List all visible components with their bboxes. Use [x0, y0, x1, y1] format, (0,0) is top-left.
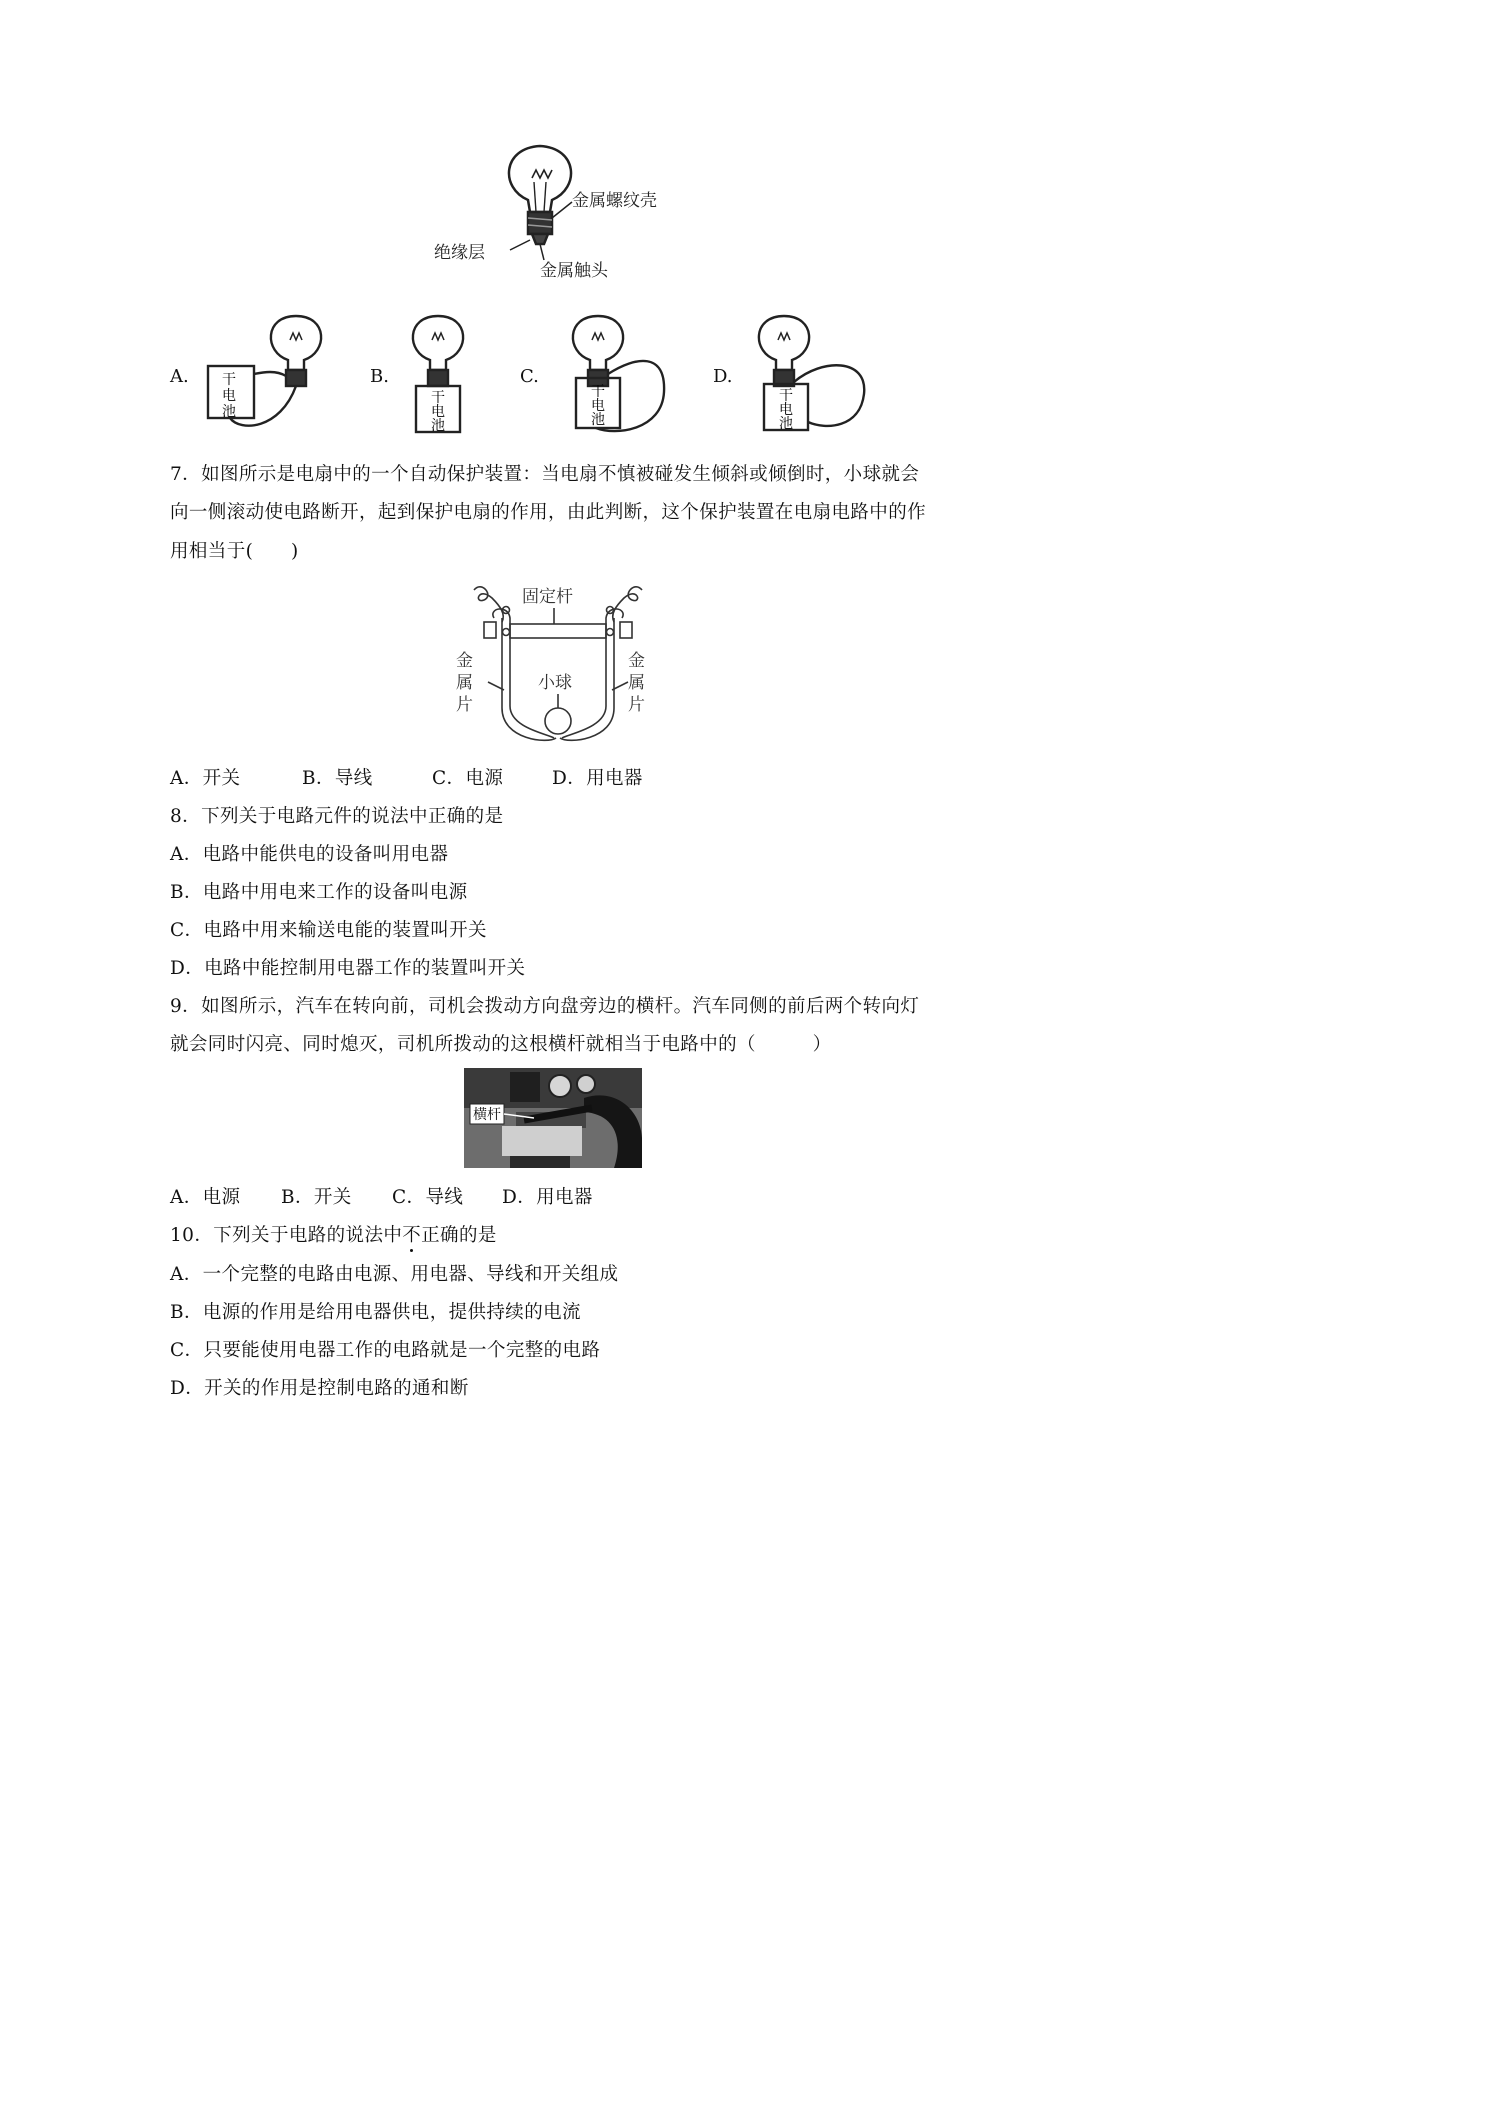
q10-stem-after: 正确的是	[421, 1225, 497, 1246]
q9-option-d[interactable]: D．用电器	[502, 1187, 593, 1208]
label-metal-left-2: 属	[456, 673, 473, 693]
q9-line-1: 9．如图所示，汽车在转向前，司机会拨动方向盘旁边的横杆。汽车同侧的前后两个转向灯	[170, 996, 920, 1017]
q6-option-a-figure	[200, 312, 350, 438]
fan-protection-device-figure	[448, 578, 668, 748]
q10-option-a[interactable]: A．一个完整的电路由电源、用电器、导线和开关组成	[170, 1264, 619, 1285]
q9-option-b[interactable]: B．开关	[281, 1187, 352, 1208]
q6-option-b-label[interactable]: B.	[370, 366, 389, 387]
label-lever: 横杆	[473, 1107, 501, 1123]
label-metal-left-3: 片	[456, 695, 473, 715]
q7-option-c[interactable]: C．电源	[432, 768, 504, 789]
battery-char-2: 电	[431, 404, 445, 420]
q7-option-b[interactable]: B．导线	[302, 768, 373, 789]
battery-char-2: 电	[779, 402, 793, 418]
battery-char-3: 池	[222, 404, 236, 420]
q10-option-c[interactable]: C．只要能使用电器工作的电路就是一个完整的电路	[170, 1340, 601, 1361]
q7-option-d[interactable]: D．用电器	[552, 768, 643, 789]
q9-option-c[interactable]: C．导线	[392, 1187, 464, 1208]
q6-option-b-figure	[398, 312, 478, 438]
label-fixed-rod: 固定杆	[522, 587, 573, 607]
label-metal-left-1: 金	[456, 651, 473, 671]
q10-stem	[170, 1221, 497, 1247]
q8-option-b[interactable]: B．电路中用电来工作的设备叫电源	[170, 882, 468, 903]
q6-option-d-label[interactable]: D.	[713, 366, 733, 387]
label-metal-shell: 金属螺纹壳	[572, 191, 657, 211]
label-metal-right-3: 片	[628, 695, 645, 715]
q7-line-2: 向一侧滚动使电路断开，起到保护电扇的作用，由此判断，这个保护装置在电扇电路中的作	[170, 502, 927, 523]
q7-line-3: 用相当于( )	[170, 541, 299, 562]
q10-option-b[interactable]: B．电源的作用是给用电器供电，提供持续的电流	[170, 1302, 581, 1323]
q6-option-c-figure	[556, 312, 676, 442]
q9-line-2: 就会同时闪亮、同时熄灭，司机所拨动的这根横杆就相当于电路中的（ ）	[170, 1034, 832, 1055]
q8-stem: 8．下列关于电路元件的说法中正确的是	[170, 806, 504, 827]
battery-char-1: 干	[222, 372, 236, 388]
label-metal-right-1: 金	[628, 651, 645, 671]
q6-option-a-label[interactable]: A.	[170, 366, 189, 387]
battery-char-3: 池	[779, 416, 793, 432]
q9-option-a[interactable]: A．电源	[170, 1187, 241, 1208]
battery-char-1: 干	[431, 390, 445, 406]
q8-option-d[interactable]: D．电路中能控制用电器工作的装置叫开关	[170, 958, 526, 979]
label-metal-right-2: 属	[628, 673, 645, 693]
steering-lever-photo	[464, 1068, 642, 1168]
q10-option-d[interactable]: D．开关的作用是控制电路的通和断	[170, 1378, 469, 1399]
battery-char-1: 干	[591, 384, 605, 400]
q10-stem-emphasis: 不	[402, 1225, 422, 1246]
label-metal-contact: 金属触头	[540, 261, 608, 281]
label-ball: 小球	[538, 673, 572, 693]
battery-char-2: 电	[222, 388, 236, 404]
q6-option-d-figure	[746, 312, 876, 436]
bulb-structure-figure	[420, 140, 690, 290]
q8-option-a[interactable]: A．电路中能供电的设备叫用电器	[170, 844, 449, 865]
battery-char-3: 池	[591, 412, 605, 428]
q6-option-c-label[interactable]: C.	[520, 366, 539, 387]
q7-option-a[interactable]: A．开关	[170, 768, 241, 789]
label-insulation: 绝缘层	[434, 243, 485, 263]
battery-char-1: 干	[779, 388, 793, 404]
battery-char-2: 电	[591, 398, 605, 414]
q7-line-1: 7．如图所示是电扇中的一个自动保护装置：当电扇不慎被碰发生倾斜或倾倒时，小球就会	[170, 464, 920, 485]
q10-stem-before: 10．下列关于电路的说法中	[170, 1225, 403, 1246]
q8-option-c[interactable]: C．电路中用来输送电能的装置叫开关	[170, 920, 487, 941]
battery-char-3: 池	[431, 418, 445, 434]
